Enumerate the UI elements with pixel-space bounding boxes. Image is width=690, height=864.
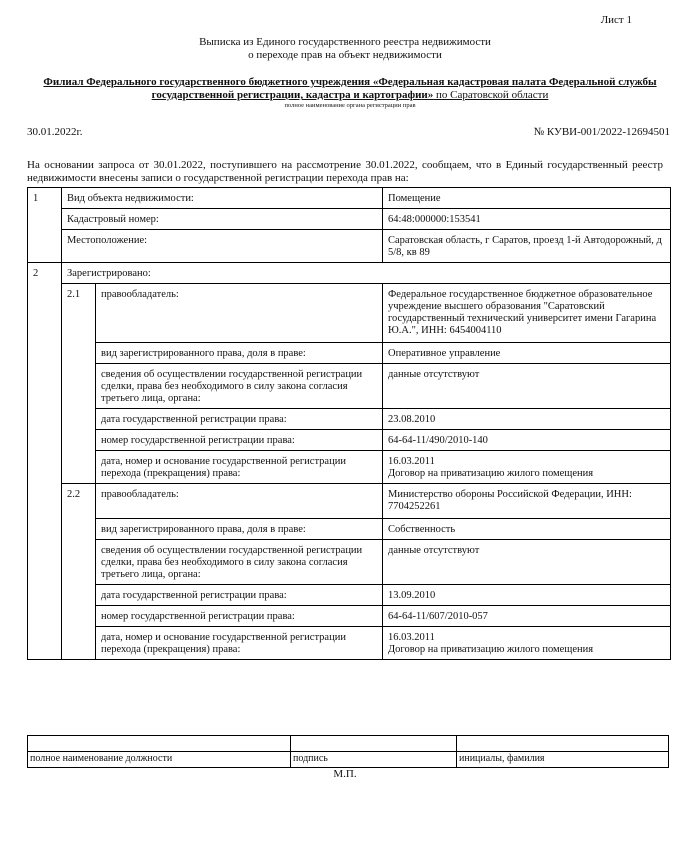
authority-line-2: государственной регистрации, кадастра и картографии» bbox=[151, 89, 434, 101]
row-label: номер государственной регистрации права: bbox=[96, 606, 383, 627]
row-value bbox=[383, 451, 671, 484]
transfer-basis: Договор на приватизацию жилого помещения bbox=[388, 468, 594, 479]
position-caption: полное наименование должности bbox=[28, 752, 291, 768]
issuing-authority bbox=[20, 76, 680, 110]
authority-region: по Саратовской области bbox=[433, 89, 549, 101]
entry-number: 2.2 bbox=[62, 484, 96, 660]
section-label: Зарегистрировано: bbox=[62, 263, 671, 284]
row-label: дата государственной регистрации права: bbox=[96, 585, 383, 606]
row-value: Помещение bbox=[383, 188, 671, 209]
authority-caption: полное наименование органа регистрации прав bbox=[284, 102, 416, 109]
row-value: Оперативное управление bbox=[383, 343, 671, 364]
section-number: 1 bbox=[28, 188, 62, 263]
document-number: № КУВИ-001/2022-12694501 bbox=[533, 126, 670, 138]
table-row bbox=[28, 484, 671, 519]
document-date: 30.01.2022г. bbox=[27, 126, 83, 138]
authority-line-1: Филиал Федерального государственного бюджетного учреждения «Федеральная кадастровая палата Федеральной службы bbox=[43, 76, 657, 88]
entry-number: 2.1 bbox=[62, 284, 96, 484]
signature-block bbox=[27, 735, 669, 768]
row-label: вид зарегистрированного права, доля в праве: bbox=[96, 519, 383, 540]
row-label: дата государственной регистрации права: bbox=[96, 409, 383, 430]
title-line-2: о переходе прав на объект недвижимости bbox=[248, 49, 442, 61]
row-value: Министерство обороны Российской Федерации, ИНН: 7704252261 bbox=[383, 484, 671, 519]
records-table bbox=[27, 187, 671, 660]
row-value: 64-64-11/607/2010-057 bbox=[383, 606, 671, 627]
row-label: правообладатель: bbox=[96, 484, 383, 519]
row-label: сведения об осуществлении государственной регистрации сделки, права без необходимого в силу закона согласия третьего лица, органа: bbox=[96, 364, 383, 409]
signature-captions bbox=[28, 752, 669, 768]
row-value: 23.08.2010 bbox=[383, 409, 671, 430]
table-row bbox=[28, 627, 671, 660]
row-value: 64-64-11/490/2010-140 bbox=[383, 430, 671, 451]
table-row bbox=[28, 209, 671, 230]
row-label: номер государственной регистрации права: bbox=[96, 430, 383, 451]
row-value: 64:48:000000:153541 bbox=[383, 209, 671, 230]
intro-paragraph: На основании запроса от 30.01.2022, поступившего на рассмотрение 30.01.2022, сообщаем, что в Единый государственный реестр недвижимости внесены записи о государственной регистрации перехода прав на: bbox=[27, 159, 663, 184]
table-row bbox=[28, 409, 671, 430]
position-line bbox=[28, 736, 291, 752]
document-title bbox=[0, 36, 690, 62]
table-row bbox=[28, 230, 671, 263]
title-line-1: Выписка из Единого государственного реестра недвижимости bbox=[199, 36, 491, 48]
table-row bbox=[28, 451, 671, 484]
row-label: Вид объекта недвижимости: bbox=[62, 188, 383, 209]
table-row bbox=[28, 284, 671, 343]
table-row bbox=[28, 606, 671, 627]
row-value bbox=[383, 627, 671, 660]
table-row bbox=[28, 519, 671, 540]
section-number: 2 bbox=[28, 263, 62, 660]
row-value: Федеральное государственное бюджетное образовательное учреждение высшего образования "Саратовский государственный технический университет имени Гагарина Ю.А.", ИНН: 6454004110 bbox=[383, 284, 671, 343]
transfer-date: 16.03.2011 bbox=[388, 632, 435, 643]
table-row bbox=[28, 263, 671, 284]
row-value: Собственность bbox=[383, 519, 671, 540]
row-label: дата, номер и основание государственной регистрации перехода (прекращения) права: bbox=[96, 451, 383, 484]
transfer-basis: Договор на приватизацию жилого помещения bbox=[388, 644, 594, 655]
sheet-number: Лист 1 bbox=[600, 14, 632, 26]
signature-lines bbox=[28, 736, 669, 752]
row-label: сведения об осуществлении государственной регистрации сделки, права без необходимого в силу закона согласия третьего лица, органа: bbox=[96, 540, 383, 585]
transfer-date: 16.03.2011 bbox=[388, 456, 435, 467]
row-label: Местоположение: bbox=[62, 230, 383, 263]
sign-caption: подпись bbox=[291, 752, 457, 768]
row-value: данные отсутствуют bbox=[383, 540, 671, 585]
table-row bbox=[28, 364, 671, 409]
table-row bbox=[28, 540, 671, 585]
table-row bbox=[28, 585, 671, 606]
initials-caption: инициалы, фамилия bbox=[457, 752, 669, 768]
table-row bbox=[28, 188, 671, 209]
row-label: Кадастровый номер: bbox=[62, 209, 383, 230]
initials-line bbox=[457, 736, 669, 752]
row-label: вид зарегистрированного права, доля в праве: bbox=[96, 343, 383, 364]
table-row bbox=[28, 343, 671, 364]
row-label: правообладатель: bbox=[96, 284, 383, 343]
stamp-place: М.П. bbox=[333, 768, 357, 780]
row-value: Саратовская область, г Саратов, проезд 1-й Автодорожный, д 5/8, кв 89 bbox=[383, 230, 671, 263]
row-value: данные отсутствуют bbox=[383, 364, 671, 409]
sign-line bbox=[291, 736, 457, 752]
table-row bbox=[28, 430, 671, 451]
row-value: 13.09.2010 bbox=[383, 585, 671, 606]
row-label: дата, номер и основание государственной регистрации перехода (прекращения) права: bbox=[96, 627, 383, 660]
